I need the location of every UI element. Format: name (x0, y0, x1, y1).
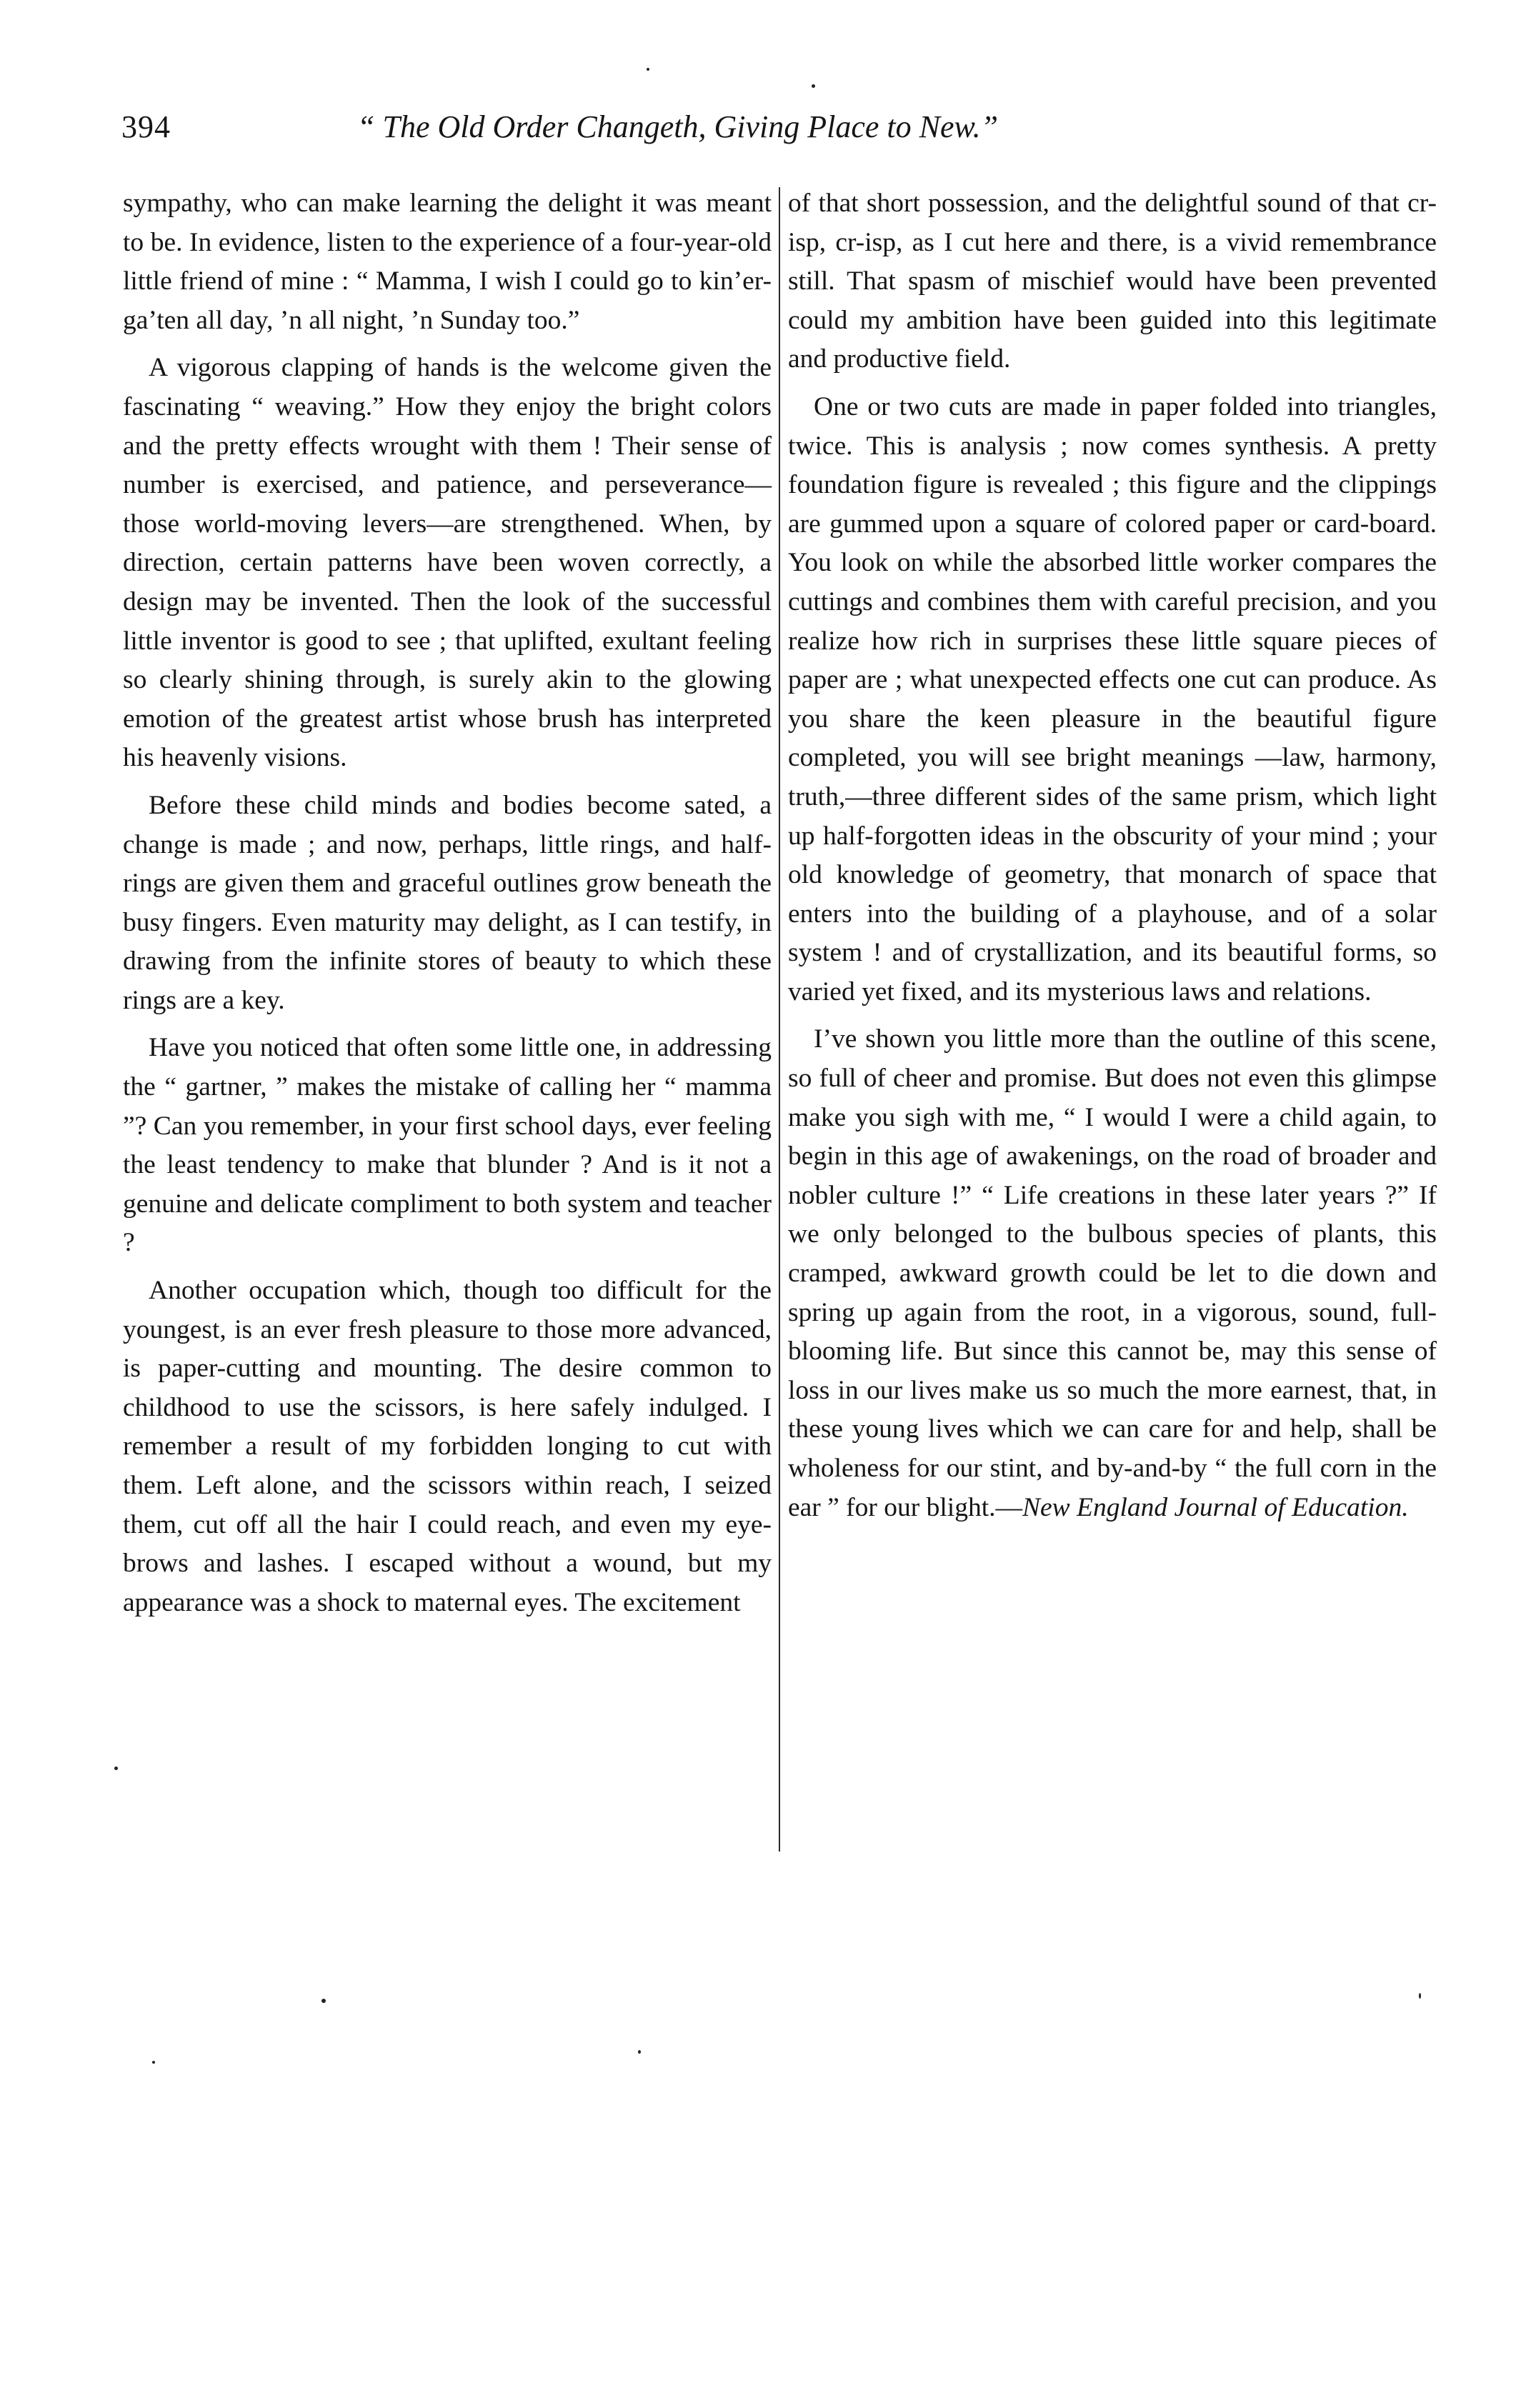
scan-speck (1419, 1993, 1421, 1999)
left-paragraph-3: Before these child minds and bodies become sated, a change is made ; and now, perhaps, little rings, and half-rings are given them and graceful outlines grow beneath the busy fingers. Even maturity may delight, as I can testify, in drawing from the infinite stores of beauty to which these rings are a key. (123, 790, 772, 1015)
right-paragraph-3 (788, 1020, 1437, 1527)
scan-speck (638, 2050, 641, 2054)
right-column (788, 184, 1437, 1536)
scan-speck (647, 68, 649, 71)
left-column (123, 184, 772, 1631)
right-paragraph-1: of that short possession, and the delightful sound of that cr-isp, cr-isp, as I cut here and there, is a vivid remembrance still. That spasm of mischief would have been prevented could my ambition have been guided into this legitimate and productive field. (788, 189, 1437, 374)
right-paragraph-3-text: I’ve shown you little more than the outline of this scene, so full of cheer and promise. But does not even this glimpse make you sigh with me, “ I would I were a child again, to begin in this age of awakenings, on the road of broader and nobler culture !” “ Life creations in these later years ?” If we only belonged to the bulbous species of plants, this cramped, awkward growth could be let to die down and spring up again from the root, in a vigorous, sound, full-blooming life. But since this cannot be, may this sense of loss in our lives make us so much the more earnest, that, in these young lives which we can care for and help, shall be wholeness for our stint, and by-and-by “ the full corn in the ear ” for our blight.— (788, 1024, 1437, 1522)
scan-speck (812, 84, 815, 88)
page-header (121, 109, 1450, 159)
scan-speck (152, 2061, 155, 2064)
left-paragraph-4: Have you noticed that often some little one, in addressing the “ gartner, ” makes the mistake of calling her “ mamma ”? Can you remember, in your first school days, ever feeling the least tendency to make that blunder ? And is it not a genuine and delicate compliment to both system and teacher ? (123, 1033, 772, 1258)
left-paragraph-2: A vigorous clapping of hands is the welcome given the fascinating “ weaving.” How they enjoy the bright colors and the pretty effects wrought with them ! Their sense of number is exercised, and patience, and perseverance— those world-moving levers—are strengthened. When, by direction, certain patterns have been woven correctly, a design may be invented. Then the look of the successful little inventor is good to see ; that uplifted, exultant feeling so clearly shining through, is surely akin to the glowing emotion of the greatest artist whose brush has interpreted his heavenly visions. (123, 353, 772, 773)
page-number: 394 (121, 109, 171, 144)
left-paragraph-5: Another occupation which, though too difficult for the youngest, is an ever fresh pleasure to those more advanced, is paper-cutting and mounting. The desire common to childhood to use the scissors, is here safely indulged. I remember a result of my forbidden longing to cut with them. Left alone, and the scissors within reach, I seized them, cut off all the hair I could reach, and even my eye-brows and lashes. I escaped without a wound, but my appearance was a shock to maternal eyes. The excitement (123, 1276, 772, 1617)
scan-speck (114, 1767, 118, 1770)
column-divider (779, 187, 780, 1852)
scan-speck (321, 1999, 326, 2003)
running-title: “ The Old Order Changeth, Giving Place to New.” (357, 109, 999, 144)
source-citation: New England Journal of Education. (1022, 1492, 1409, 1522)
right-paragraph-2: One or two cuts are made in paper folded into triangles, twice. This is analysis ; now comes synthesis. A pretty foundation figure is revealed ; this figure and the clippings are gummed upon a square of colored paper or card-board. You look on while the absorbed little worker compares the cuttings and combines them with careful precision, and you realize how rich in surprises these little square pieces of paper are ; what unexpected effects one cut can produce. As you share the keen pleasure in the beautiful figure completed, you will see bright meanings —law, harmony, truth,—three different sides of the same prism, which light up half-forgotten ideas in the obscurity of your mind ; your old knowledge of geometry, that monarch of space that enters into the building of a playhouse, and of a solar system ! and of crystallization, and its beautiful forms, so varied yet fixed, and its mysterious laws and relations. (788, 391, 1437, 1006)
left-paragraph-1: sympathy, who can make learning the delight it was meant to be. In evidence, listen to the experience of a four-year-old little friend of mine : “ Mamma, I wish I could go to kin’er-ga’ten all day, ’n all night, ’n Sunday too.” (123, 189, 772, 335)
